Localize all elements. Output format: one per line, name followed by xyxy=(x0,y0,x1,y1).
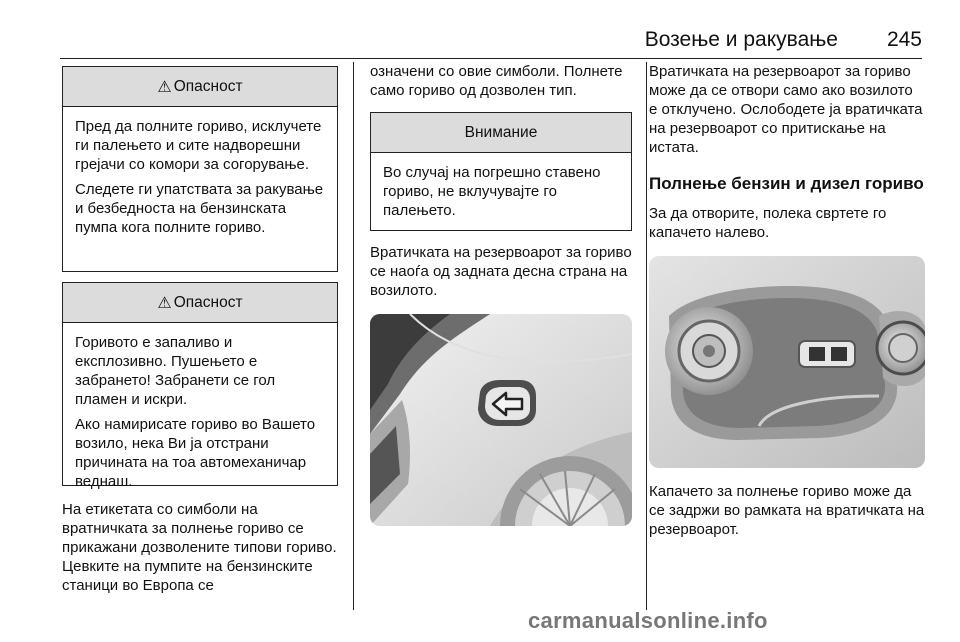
notice-box-heading: Внимание xyxy=(371,113,631,153)
danger-box-1-paragraph: Пред да полните гориво, исклучете ги палењето и сите надворешни грејачи со комори за согорување. xyxy=(75,118,322,173)
symbols-paragraph: означени со овие симболи. Полнете само гориво од дозволен тип. xyxy=(370,63,623,99)
notice-box xyxy=(370,112,632,231)
watermark: carmanualsonline.info xyxy=(528,608,768,633)
danger-box-1 xyxy=(62,66,338,272)
danger-box-1-heading: ⚠ Опасност xyxy=(63,67,337,107)
open-cap-paragraph: За да отворите, полека свртете го капачето налево. xyxy=(649,205,887,241)
fuel-door-location-paragraph: Вратичката на резервоарот за гориво се наоѓа од задната десна страна на возилото. xyxy=(370,244,632,299)
notice-box-text: Во случај на погрешно ставено гориво, не вклучувајте го палењето. xyxy=(383,164,601,219)
fuel-cap-photo xyxy=(649,256,925,468)
notice-box-body xyxy=(371,153,631,230)
column-2 xyxy=(370,62,632,526)
column-divider-2 xyxy=(646,62,647,610)
danger-box-2-heading: ⚠ Опасност xyxy=(63,283,337,323)
danger-box-1-paragraph: Следете ги упатствата за ракување и безбедноста на бензинската пумпа кога полните гориво. xyxy=(75,181,324,236)
car-rear-illustration xyxy=(370,314,632,526)
danger-box-2-body xyxy=(63,323,337,501)
cap-holder-paragraph: Капачето за полнење гориво може да се задржи во рамката на вратичката на резервоарот. xyxy=(649,483,925,538)
danger-box-2-paragraph: Ако намирисате гориво во Вашето возило, нека Ви ја отстрани причината на тоа автомеханичар веднаш. xyxy=(75,416,316,490)
warning-triangle-icon: ⚠ xyxy=(157,294,172,312)
danger-box-2-paragraph: Горивото е запаливо и експлозивно. Пушењето е забрането! Забранети се гол пламен и искри. xyxy=(75,334,276,408)
column-3 xyxy=(649,62,925,539)
danger-box-1-body xyxy=(63,107,337,247)
fuel-cap-illustration xyxy=(649,256,925,468)
column-divider-1 xyxy=(353,62,354,610)
car-rear-photo xyxy=(370,314,632,526)
fuel-label-paragraph: На етикетата со симболи на вратничката за полнење гориво се прикажани дозволените типови гориво. Цевките на пумпите на бензинските станици во Европа се xyxy=(62,501,337,594)
header-title: Возење и ракување xyxy=(644,28,838,51)
danger-box-2 xyxy=(62,282,338,490)
fuel-door-open-paragraph: Вратичката на резервоарот за гориво може да се отвори само ако возилото е отклучено. Ослободете ја вратичката на резервоарот со притискање на истата. xyxy=(649,63,923,156)
page-header xyxy=(0,24,960,58)
header-rule xyxy=(60,58,922,59)
refuelling-subheading: Полнење бензин и дизел гориво xyxy=(649,174,924,193)
page-number: 245 xyxy=(886,28,922,51)
warning-triangle-icon: ⚠ xyxy=(157,78,172,96)
column-1 xyxy=(62,66,338,595)
